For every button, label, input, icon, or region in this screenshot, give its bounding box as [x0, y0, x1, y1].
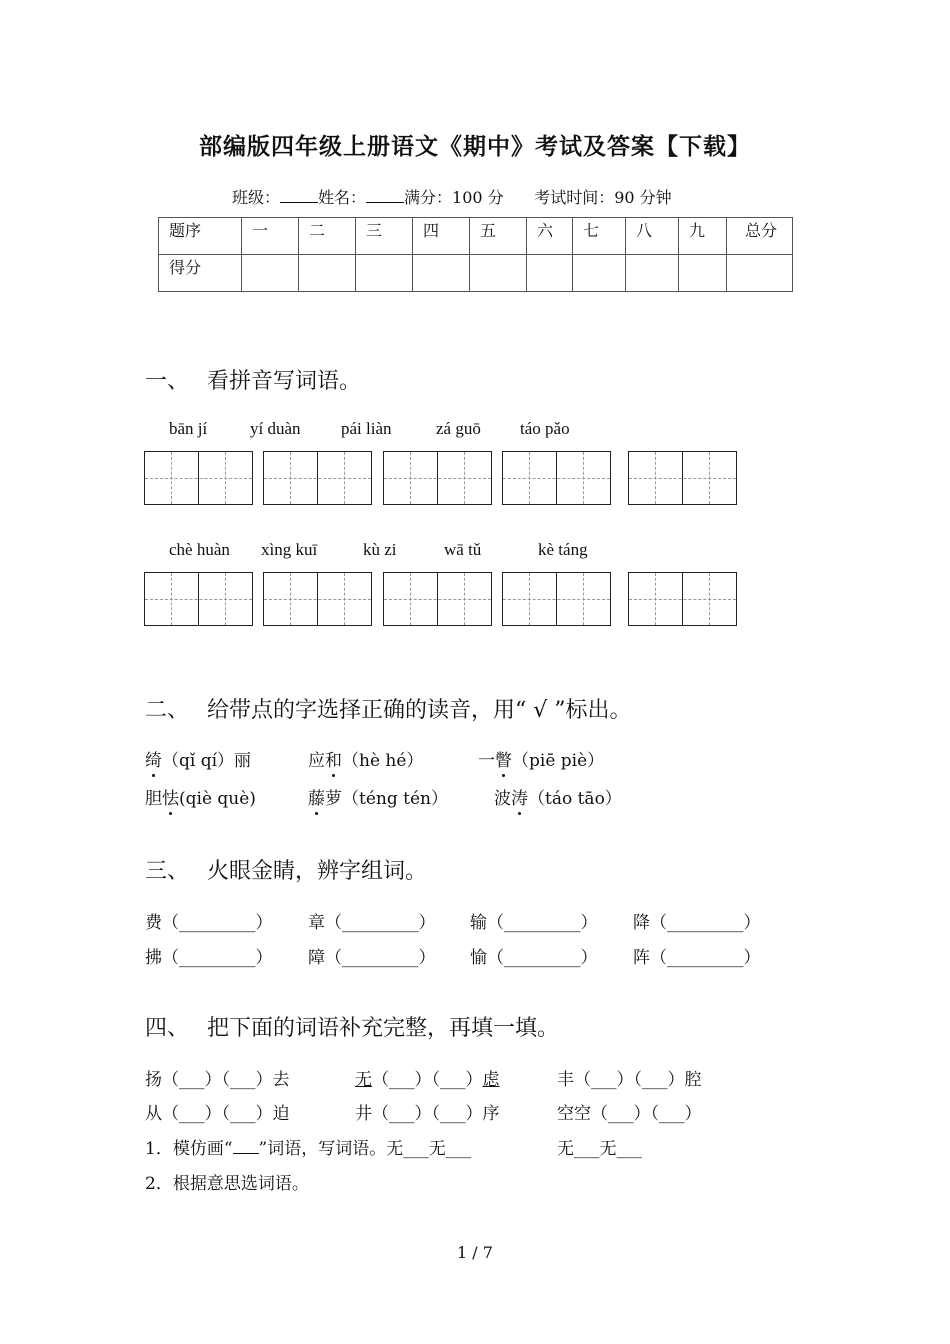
- score-header-cell: 四: [413, 218, 470, 255]
- word-blank-item[interactable]: 输（_________）: [470, 913, 598, 933]
- question-1-prefix: 1．模仿画“: [145, 1139, 233, 1159]
- section-1-heading: [145, 364, 361, 395]
- question-1: [145, 1134, 471, 1159]
- score-header-cell: 题序: [159, 218, 242, 255]
- score-header-cell: 二: [299, 218, 356, 255]
- reading-item: [308, 784, 448, 809]
- word-blank-item[interactable]: 阵（_________）: [633, 948, 761, 968]
- reading-item: [494, 784, 622, 809]
- reading-item: [308, 746, 423, 771]
- word-blank-item[interactable]: 拂（_________）: [145, 948, 273, 968]
- pattern-blank: [233, 1141, 259, 1154]
- writing-box[interactable]: [144, 451, 253, 505]
- word-blank-item[interactable]: 愉（_________）: [470, 948, 598, 968]
- word-blank-item[interactable]: 费（_________）: [145, 913, 273, 933]
- score-cell[interactable]: [727, 255, 793, 292]
- reading-options[interactable]: 萝（téng tén）: [325, 789, 448, 809]
- section-3-number: 三、: [145, 859, 190, 884]
- writing-box[interactable]: [628, 572, 737, 626]
- plain-char: 应: [308, 751, 325, 771]
- dotted-char: 怯: [162, 784, 179, 809]
- score-header-cell: 八: [626, 218, 679, 255]
- question-1-text[interactable]: ”词语，写词语。无___无___: [258, 1139, 472, 1159]
- dotted-char: 藤: [308, 784, 325, 809]
- exam-time: 考试时间：90 分钟: [534, 188, 672, 207]
- score-header-cell: 七: [573, 218, 626, 255]
- reading-item: [478, 746, 604, 771]
- score-cell[interactable]: [527, 255, 573, 292]
- score-header-cell: 九: [679, 218, 727, 255]
- word-blank-item[interactable]: 障（_________）: [308, 948, 436, 968]
- pinyin-label: wā tǔ: [444, 540, 482, 559]
- writing-box[interactable]: [263, 451, 372, 505]
- reading-options[interactable]: （táo tāo）: [528, 789, 622, 809]
- idiom-blank-item[interactable]: 井（___）（___）序: [355, 1104, 500, 1124]
- name-blank[interactable]: [366, 188, 404, 203]
- section-2-title: 给带点的字选择正确的读音，用“ √ ”标出。: [207, 698, 632, 723]
- pinyin-label: kè táng: [538, 540, 588, 559]
- reading-options[interactable]: (qiè què): [179, 789, 256, 809]
- pinyin-label: xìng kuī: [261, 540, 318, 559]
- pinyin-label: bān jí: [169, 419, 208, 438]
- score-table-header-row: [159, 218, 793, 255]
- underlined-char: 虑: [482, 1070, 500, 1090]
- plain-char: 波: [494, 789, 511, 809]
- score-header-cell: 五: [470, 218, 527, 255]
- exam-info: [232, 185, 672, 208]
- underlined-char: 无: [355, 1070, 372, 1090]
- section-3-title: 火眼金睛，辨字组词。: [207, 859, 428, 884]
- score-header-cell: 六: [527, 218, 573, 255]
- score-cell[interactable]: [242, 255, 299, 292]
- score-header-cell: 总分: [727, 218, 793, 255]
- dotted-char: 涛: [511, 784, 528, 809]
- page-title: 部编版四年级上册语文《期中》考试及答案【下载】: [199, 133, 751, 160]
- name-label: 姓名：: [318, 188, 367, 207]
- reading-options[interactable]: （piē piè）: [512, 751, 605, 771]
- section-4-number: 四、: [145, 1016, 190, 1041]
- reading-options[interactable]: （hè hé）: [342, 751, 424, 771]
- writing-box[interactable]: [502, 572, 611, 626]
- idiom-blank-item[interactable]: 丰（___）（___）腔: [557, 1070, 702, 1090]
- question-2: 2．根据意思选词语。: [145, 1174, 309, 1194]
- full-score: 满分：100 分: [404, 188, 504, 207]
- plain-char: 胆: [145, 789, 162, 809]
- score-cell[interactable]: [299, 255, 356, 292]
- section-2-heading: [145, 693, 632, 724]
- pinyin-label: táo pǎo: [520, 419, 570, 438]
- score-cell[interactable]: [356, 255, 413, 292]
- class-label: 班级：: [232, 188, 281, 207]
- pinyin-label: kù zi: [363, 540, 397, 559]
- class-blank[interactable]: [280, 188, 318, 203]
- word-blank-item[interactable]: 降（_________）: [633, 913, 761, 933]
- pinyin-label: zá guō: [436, 419, 481, 438]
- word-blank-item[interactable]: 章（_________）: [308, 913, 436, 933]
- score-header-cell: 一: [242, 218, 299, 255]
- writing-box[interactable]: [383, 451, 492, 505]
- score-cell[interactable]: [470, 255, 527, 292]
- idiom-blank-item[interactable]: 扬（___）（___）去: [145, 1070, 290, 1090]
- idiom-blank-item[interactable]: [355, 1065, 500, 1090]
- plain-char: 一: [478, 751, 495, 771]
- idiom-blank-item[interactable]: 从（___）（___）迫: [145, 1104, 290, 1124]
- score-cell[interactable]: [413, 255, 470, 292]
- writing-box[interactable]: [628, 451, 737, 505]
- dotted-char: 和: [325, 746, 342, 771]
- score-table: [158, 217, 793, 292]
- section-1-number: 一、: [145, 369, 190, 394]
- question-1-extra[interactable]: 无___无___: [557, 1139, 642, 1159]
- score-cell[interactable]: [573, 255, 626, 292]
- section-1-title: 看拼音写词语。: [207, 369, 362, 394]
- pinyin-label: yí duàn: [250, 419, 301, 438]
- dotted-char: 绮: [145, 746, 162, 771]
- reading-options[interactable]: （qǐ qí）丽: [162, 751, 252, 771]
- section-3-heading: [145, 854, 427, 885]
- idiom-blanks: （___）（___）: [372, 1070, 483, 1090]
- reading-item: [145, 784, 256, 809]
- score-cell[interactable]: [679, 255, 727, 292]
- section-4-title: 把下面的词语补充完整，再填一填。: [207, 1016, 560, 1041]
- score-table-score-row: [159, 255, 793, 292]
- score-row-label: 得分: [159, 255, 242, 292]
- writing-box[interactable]: [144, 572, 253, 626]
- section-2-number: 二、: [145, 698, 190, 723]
- writing-box[interactable]: [502, 451, 611, 505]
- reading-item: [145, 746, 251, 771]
- pinyin-label: chè huàn: [169, 540, 230, 559]
- writing-box[interactable]: [383, 572, 492, 626]
- page-number: 1 / 7: [457, 1243, 493, 1262]
- score-header-cell: 三: [356, 218, 413, 255]
- section-4-heading: [145, 1011, 559, 1042]
- score-cell[interactable]: [626, 255, 679, 292]
- idiom-blank-item[interactable]: 空空（___）（___）: [557, 1104, 702, 1124]
- writing-box[interactable]: [263, 572, 372, 626]
- pinyin-label: pái liàn: [341, 419, 392, 438]
- dotted-char: 瞥: [495, 746, 512, 771]
